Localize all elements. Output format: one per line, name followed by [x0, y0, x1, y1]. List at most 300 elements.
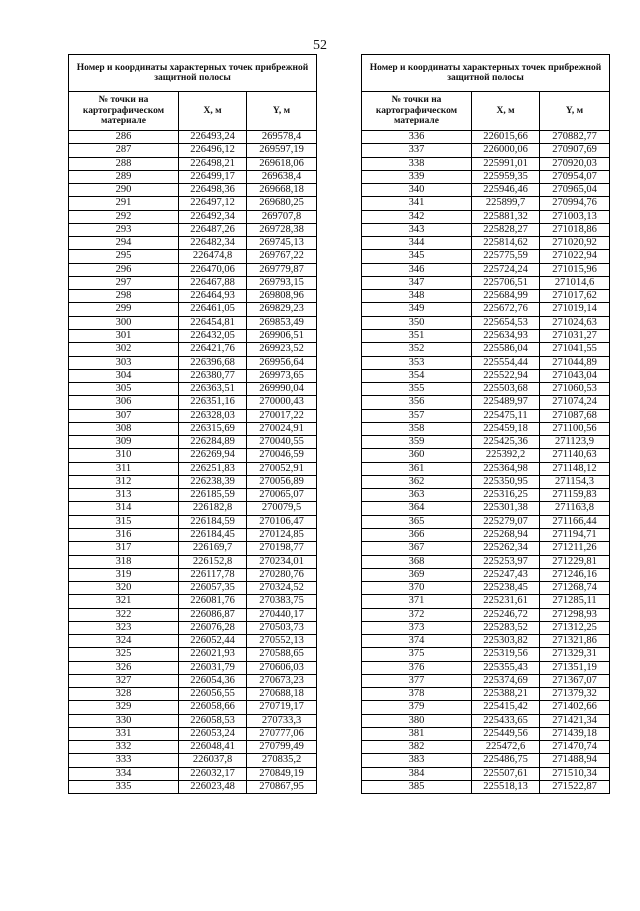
point-number-cell: 322	[69, 608, 179, 621]
point-number-cell: 306	[69, 396, 179, 409]
x-coordinate-cell: 226184,45	[179, 528, 247, 541]
x-coordinate-cell: 225238,45	[472, 582, 540, 595]
point-number-cell: 361	[362, 462, 472, 475]
table-row	[69, 396, 317, 409]
point-number-cell: 378	[362, 688, 472, 701]
y-coordinate-cell: 271312,25	[540, 621, 610, 634]
y-coordinate-cell: 270920,03	[540, 157, 610, 170]
x-coordinate-cell: 225672,76	[472, 303, 540, 316]
x-coordinate-cell: 226053,24	[179, 727, 247, 740]
x-coordinate-cell: 225319,56	[472, 648, 540, 661]
table-row	[69, 131, 317, 144]
x-coordinate-cell: 225946,46	[472, 184, 540, 197]
table-row	[362, 237, 610, 250]
y-coordinate-cell: 269578,4	[247, 131, 317, 144]
y-coordinate-cell: 271003,13	[540, 210, 610, 223]
y-coordinate-cell: 269793,15	[247, 276, 317, 289]
table-row	[362, 475, 610, 488]
x-coordinate-cell: 226169,7	[179, 542, 247, 555]
x-coordinate-cell: 226315,69	[179, 422, 247, 435]
point-number-cell: 302	[69, 343, 179, 356]
y-coordinate-cell: 270324,52	[247, 582, 317, 595]
table-row	[69, 250, 317, 263]
table-row	[362, 290, 610, 303]
point-number-cell: 303	[69, 356, 179, 369]
table-row	[69, 582, 317, 595]
y-coordinate-cell: 270882,77	[540, 131, 610, 144]
point-number-cell: 298	[69, 290, 179, 303]
y-coordinate-cell: 271015,96	[540, 263, 610, 276]
point-number-cell: 320	[69, 582, 179, 595]
table-row	[69, 754, 317, 767]
table-row	[69, 741, 317, 754]
table-row	[362, 343, 610, 356]
point-number-cell: 330	[69, 714, 179, 727]
y-coordinate-cell: 270965,04	[540, 184, 610, 197]
x-coordinate-cell: 226238,39	[179, 475, 247, 488]
x-coordinate-cell: 226032,17	[179, 767, 247, 780]
table-row	[362, 674, 610, 687]
y-coordinate-cell: 271024,63	[540, 316, 610, 329]
y-coordinate-cell: 271044,89	[540, 356, 610, 369]
y-coordinate-cell: 269707,8	[247, 210, 317, 223]
table-row	[362, 184, 610, 197]
y-coordinate-cell: 270383,75	[247, 595, 317, 608]
point-number-cell: 313	[69, 489, 179, 502]
y-coordinate-cell: 271211,26	[540, 542, 610, 555]
x-coordinate-cell: 226052,44	[179, 635, 247, 648]
point-number-cell: 295	[69, 250, 179, 263]
x-coordinate-cell: 226058,53	[179, 714, 247, 727]
point-number-cell: 311	[69, 462, 179, 475]
table-row	[362, 621, 610, 634]
point-number-cell: 352	[362, 343, 472, 356]
x-coordinate-cell: 226182,8	[179, 502, 247, 515]
table-row	[362, 369, 610, 382]
y-coordinate-cell: 270106,47	[247, 515, 317, 528]
point-number-cell: 317	[69, 542, 179, 555]
x-coordinate-cell: 226432,05	[179, 329, 247, 342]
point-number-cell: 370	[362, 582, 472, 595]
y-coordinate-cell: 269779,87	[247, 263, 317, 276]
x-coordinate-cell: 225959,35	[472, 170, 540, 183]
table-row	[69, 210, 317, 223]
point-number-cell: 366	[362, 528, 472, 541]
point-number-cell: 290	[69, 184, 179, 197]
x-coordinate-cell: 226152,8	[179, 555, 247, 568]
x-coordinate-cell: 225355,43	[472, 661, 540, 674]
table-row	[362, 727, 610, 740]
point-number-cell: 318	[69, 555, 179, 568]
table-row	[362, 276, 610, 289]
point-number-cell: 321	[69, 595, 179, 608]
table-title: Номер и координаты характерных точек прибрежной защитной полосы	[69, 55, 317, 92]
x-coordinate-cell: 225507,61	[472, 767, 540, 780]
x-coordinate-cell: 225392,2	[472, 449, 540, 462]
y-coordinate-cell: 270799,49	[247, 741, 317, 754]
table-row	[69, 170, 317, 183]
coordinates-table-left	[68, 54, 317, 794]
point-number-cell: 367	[362, 542, 472, 555]
y-coordinate-cell: 271163,8	[540, 502, 610, 515]
x-coordinate-cell: 225775,59	[472, 250, 540, 263]
y-coordinate-cell: 270503,73	[247, 621, 317, 634]
point-number-cell: 355	[362, 383, 472, 396]
point-number-cell: 345	[362, 250, 472, 263]
point-number-cell: 292	[69, 210, 179, 223]
table-row	[362, 210, 610, 223]
point-number-cell: 333	[69, 754, 179, 767]
point-number-cell: 294	[69, 237, 179, 250]
y-coordinate-cell: 271194,71	[540, 528, 610, 541]
y-coordinate-cell: 269638,4	[247, 170, 317, 183]
point-number-cell: 349	[362, 303, 472, 316]
x-coordinate-cell: 226474,8	[179, 250, 247, 263]
y-coordinate-cell: 270606,03	[247, 661, 317, 674]
x-coordinate-cell: 225303,82	[472, 635, 540, 648]
y-coordinate-cell: 271367,07	[540, 674, 610, 687]
table-row	[69, 343, 317, 356]
point-number-cell: 293	[69, 223, 179, 236]
x-coordinate-cell: 226487,26	[179, 223, 247, 236]
point-number-cell: 382	[362, 741, 472, 754]
table-row	[69, 595, 317, 608]
table-row	[69, 489, 317, 502]
point-number-cell: 365	[362, 515, 472, 528]
table-row	[69, 462, 317, 475]
point-number-cell: 381	[362, 727, 472, 740]
y-coordinate-cell: 269680,25	[247, 197, 317, 210]
x-coordinate-cell: 226284,89	[179, 436, 247, 449]
x-coordinate-cell: 226185,59	[179, 489, 247, 502]
table-row	[362, 170, 610, 183]
table-row	[69, 688, 317, 701]
y-coordinate-cell: 270835,2	[247, 754, 317, 767]
point-number-cell: 304	[69, 369, 179, 382]
point-number-cell: 383	[362, 754, 472, 767]
table-row	[362, 515, 610, 528]
table-row	[69, 303, 317, 316]
point-number-cell: 348	[362, 290, 472, 303]
table-row	[69, 157, 317, 170]
table-row	[69, 515, 317, 528]
point-number-cell: 350	[362, 316, 472, 329]
y-coordinate-cell: 270024,91	[247, 422, 317, 435]
y-coordinate-cell: 271043,04	[540, 369, 610, 382]
y-coordinate-cell: 271351,19	[540, 661, 610, 674]
point-number-cell: 331	[69, 727, 179, 740]
y-coordinate-cell: 270056,89	[247, 475, 317, 488]
point-number-cell: 334	[69, 767, 179, 780]
y-coordinate-cell: 271268,74	[540, 582, 610, 595]
y-coordinate-cell: 269973,65	[247, 369, 317, 382]
table-row	[69, 727, 317, 740]
x-coordinate-cell: 226454,81	[179, 316, 247, 329]
point-number-cell: 358	[362, 422, 472, 435]
point-number-cell: 359	[362, 436, 472, 449]
x-coordinate-cell: 225706,51	[472, 276, 540, 289]
table-body	[362, 131, 610, 794]
point-number-cell: 374	[362, 635, 472, 648]
y-coordinate-cell: 271031,27	[540, 329, 610, 342]
point-number-cell: 362	[362, 475, 472, 488]
table-row	[362, 422, 610, 435]
y-coordinate-cell: 271510,34	[540, 767, 610, 780]
y-coordinate-cell: 269829,23	[247, 303, 317, 316]
table-row	[69, 237, 317, 250]
point-number-cell: 312	[69, 475, 179, 488]
table-row	[362, 754, 610, 767]
x-coordinate-cell: 226015,66	[472, 131, 540, 144]
table-row	[362, 608, 610, 621]
x-coordinate-cell: 226482,34	[179, 237, 247, 250]
x-coordinate-cell: 225415,42	[472, 701, 540, 714]
x-coordinate-cell: 226498,21	[179, 157, 247, 170]
table-row	[69, 184, 317, 197]
point-number-cell: 296	[69, 263, 179, 276]
y-coordinate-cell: 271017,62	[540, 290, 610, 303]
x-coordinate-cell: 226081,76	[179, 595, 247, 608]
table-row	[362, 528, 610, 541]
point-number-cell: 309	[69, 436, 179, 449]
y-coordinate-cell: 270017,22	[247, 409, 317, 422]
table-row	[69, 674, 317, 687]
x-coordinate-cell: 225518,13	[472, 781, 540, 794]
x-coordinate-cell: 226421,76	[179, 343, 247, 356]
table-row	[69, 369, 317, 382]
x-coordinate-cell: 225522,94	[472, 369, 540, 382]
x-coordinate-cell: 226086,87	[179, 608, 247, 621]
y-coordinate-cell: 271379,32	[540, 688, 610, 701]
column-header-point: № точки на картографическом материале	[69, 92, 179, 131]
x-coordinate-cell: 226351,16	[179, 396, 247, 409]
table-row	[69, 223, 317, 236]
x-coordinate-cell: 226493,24	[179, 131, 247, 144]
x-coordinate-cell: 226464,93	[179, 290, 247, 303]
table-row	[69, 422, 317, 435]
x-coordinate-cell: 226048,41	[179, 741, 247, 754]
x-coordinate-cell: 225433,65	[472, 714, 540, 727]
point-number-cell: 316	[69, 528, 179, 541]
table-row	[69, 542, 317, 555]
point-number-cell: 347	[362, 276, 472, 289]
x-coordinate-cell: 226380,77	[179, 369, 247, 382]
y-coordinate-cell: 269906,51	[247, 329, 317, 342]
y-coordinate-cell: 271159,83	[540, 489, 610, 502]
y-coordinate-cell: 270040,55	[247, 436, 317, 449]
y-coordinate-cell: 270907,69	[540, 144, 610, 157]
x-coordinate-cell: 226498,36	[179, 184, 247, 197]
x-coordinate-cell: 225881,32	[472, 210, 540, 223]
point-number-cell: 332	[69, 741, 179, 754]
x-coordinate-cell: 226499,17	[179, 170, 247, 183]
x-coordinate-cell: 225554,44	[472, 356, 540, 369]
table-row	[69, 449, 317, 462]
table-row	[69, 555, 317, 568]
y-coordinate-cell: 269728,38	[247, 223, 317, 236]
point-number-cell: 300	[69, 316, 179, 329]
y-coordinate-cell: 270052,91	[247, 462, 317, 475]
y-coordinate-cell: 271229,81	[540, 555, 610, 568]
x-coordinate-cell: 226251,83	[179, 462, 247, 475]
column-header-x: X, м	[472, 92, 540, 131]
y-coordinate-cell: 271470,74	[540, 741, 610, 754]
table-row	[69, 568, 317, 581]
y-coordinate-cell: 271019,14	[540, 303, 610, 316]
table-row	[362, 436, 610, 449]
x-coordinate-cell: 226470,06	[179, 263, 247, 276]
x-coordinate-cell: 226396,68	[179, 356, 247, 369]
point-number-cell: 369	[362, 568, 472, 581]
page-number: 52	[313, 38, 327, 53]
table-row	[362, 582, 610, 595]
x-coordinate-cell: 226492,34	[179, 210, 247, 223]
y-coordinate-cell: 270198,77	[247, 542, 317, 555]
table-row	[69, 621, 317, 634]
point-number-cell: 346	[362, 263, 472, 276]
y-coordinate-cell: 271402,66	[540, 701, 610, 714]
point-number-cell: 384	[362, 767, 472, 780]
coordinates-table-right	[361, 54, 610, 794]
point-number-cell: 326	[69, 661, 179, 674]
x-coordinate-cell: 225231,61	[472, 595, 540, 608]
x-coordinate-cell: 226184,59	[179, 515, 247, 528]
x-coordinate-cell: 225283,52	[472, 621, 540, 634]
x-coordinate-cell: 225425,36	[472, 436, 540, 449]
y-coordinate-cell: 271100,56	[540, 422, 610, 435]
point-number-cell: 286	[69, 131, 179, 144]
table-row	[69, 767, 317, 780]
table-row	[362, 263, 610, 276]
table-row	[69, 276, 317, 289]
y-coordinate-cell: 271022,94	[540, 250, 610, 263]
y-coordinate-cell: 271285,11	[540, 595, 610, 608]
x-coordinate-cell: 225634,93	[472, 329, 540, 342]
y-coordinate-cell: 271041,55	[540, 343, 610, 356]
column-header-x: X, м	[179, 92, 247, 131]
x-coordinate-cell: 225247,43	[472, 568, 540, 581]
x-coordinate-cell: 226461,05	[179, 303, 247, 316]
table-row	[69, 528, 317, 541]
x-coordinate-cell: 225489,97	[472, 396, 540, 409]
x-coordinate-cell: 225350,95	[472, 475, 540, 488]
y-coordinate-cell: 271421,34	[540, 714, 610, 727]
point-number-cell: 291	[69, 197, 179, 210]
table-row	[69, 263, 317, 276]
point-number-cell: 335	[69, 781, 179, 794]
point-number-cell: 353	[362, 356, 472, 369]
table-row	[362, 197, 610, 210]
table-row	[362, 714, 610, 727]
y-coordinate-cell: 271321,86	[540, 635, 610, 648]
x-coordinate-cell: 225301,38	[472, 502, 540, 515]
y-coordinate-cell: 271148,12	[540, 462, 610, 475]
y-coordinate-cell: 270673,23	[247, 674, 317, 687]
table-row	[362, 157, 610, 170]
y-coordinate-cell: 271020,92	[540, 237, 610, 250]
table-row	[362, 688, 610, 701]
y-coordinate-cell: 269923,52	[247, 343, 317, 356]
point-number-cell: 344	[362, 237, 472, 250]
column-header-y: Y, м	[540, 92, 610, 131]
x-coordinate-cell: 225814,62	[472, 237, 540, 250]
table-row	[362, 316, 610, 329]
y-coordinate-cell: 271522,87	[540, 781, 610, 794]
point-number-cell: 299	[69, 303, 179, 316]
point-number-cell: 319	[69, 568, 179, 581]
point-number-cell: 351	[362, 329, 472, 342]
table-row	[362, 489, 610, 502]
point-number-cell: 343	[362, 223, 472, 236]
table-row	[362, 595, 610, 608]
table-row	[362, 409, 610, 422]
point-number-cell: 342	[362, 210, 472, 223]
table-row	[69, 608, 317, 621]
table-row	[362, 542, 610, 555]
table-row	[362, 329, 610, 342]
table-row	[69, 701, 317, 714]
y-coordinate-cell: 270994,76	[540, 197, 610, 210]
y-coordinate-cell: 271488,94	[540, 754, 610, 767]
y-coordinate-cell: 270777,06	[247, 727, 317, 740]
x-coordinate-cell: 226057,35	[179, 582, 247, 595]
x-coordinate-cell: 226496,12	[179, 144, 247, 157]
table-row	[362, 502, 610, 515]
y-coordinate-cell: 270588,65	[247, 648, 317, 661]
y-coordinate-cell: 271060,53	[540, 383, 610, 396]
point-number-cell: 288	[69, 157, 179, 170]
table-row	[69, 356, 317, 369]
x-coordinate-cell: 225486,75	[472, 754, 540, 767]
y-coordinate-cell: 271018,86	[540, 223, 610, 236]
x-coordinate-cell: 225262,34	[472, 542, 540, 555]
y-coordinate-cell: 270440,17	[247, 608, 317, 621]
point-number-cell: 376	[362, 661, 472, 674]
point-number-cell: 340	[362, 184, 472, 197]
table-row	[362, 661, 610, 674]
y-coordinate-cell: 270867,95	[247, 781, 317, 794]
table-row	[69, 197, 317, 210]
point-number-cell: 375	[362, 648, 472, 661]
y-coordinate-cell: 271166,44	[540, 515, 610, 528]
x-coordinate-cell: 226467,88	[179, 276, 247, 289]
column-header-point: № точки на картографическом материале	[362, 92, 472, 131]
x-coordinate-cell: 226328,03	[179, 409, 247, 422]
y-coordinate-cell: 270234,01	[247, 555, 317, 568]
y-coordinate-cell: 271439,18	[540, 727, 610, 740]
y-coordinate-cell: 270719,17	[247, 701, 317, 714]
y-coordinate-cell: 269853,49	[247, 316, 317, 329]
x-coordinate-cell: 226037,8	[179, 754, 247, 767]
point-number-cell: 310	[69, 449, 179, 462]
table-row	[69, 436, 317, 449]
point-number-cell: 368	[362, 555, 472, 568]
y-coordinate-cell: 269745,13	[247, 237, 317, 250]
x-coordinate-cell: 226076,28	[179, 621, 247, 634]
point-number-cell: 325	[69, 648, 179, 661]
table-row	[362, 648, 610, 661]
x-coordinate-cell: 226031,79	[179, 661, 247, 674]
point-number-cell: 289	[69, 170, 179, 183]
y-coordinate-cell: 270124,85	[247, 528, 317, 541]
x-coordinate-cell: 225654,53	[472, 316, 540, 329]
point-number-cell: 305	[69, 383, 179, 396]
y-coordinate-cell: 270065,07	[247, 489, 317, 502]
table-row	[362, 250, 610, 263]
table-row	[69, 383, 317, 396]
point-number-cell: 315	[69, 515, 179, 528]
point-number-cell: 297	[69, 276, 179, 289]
